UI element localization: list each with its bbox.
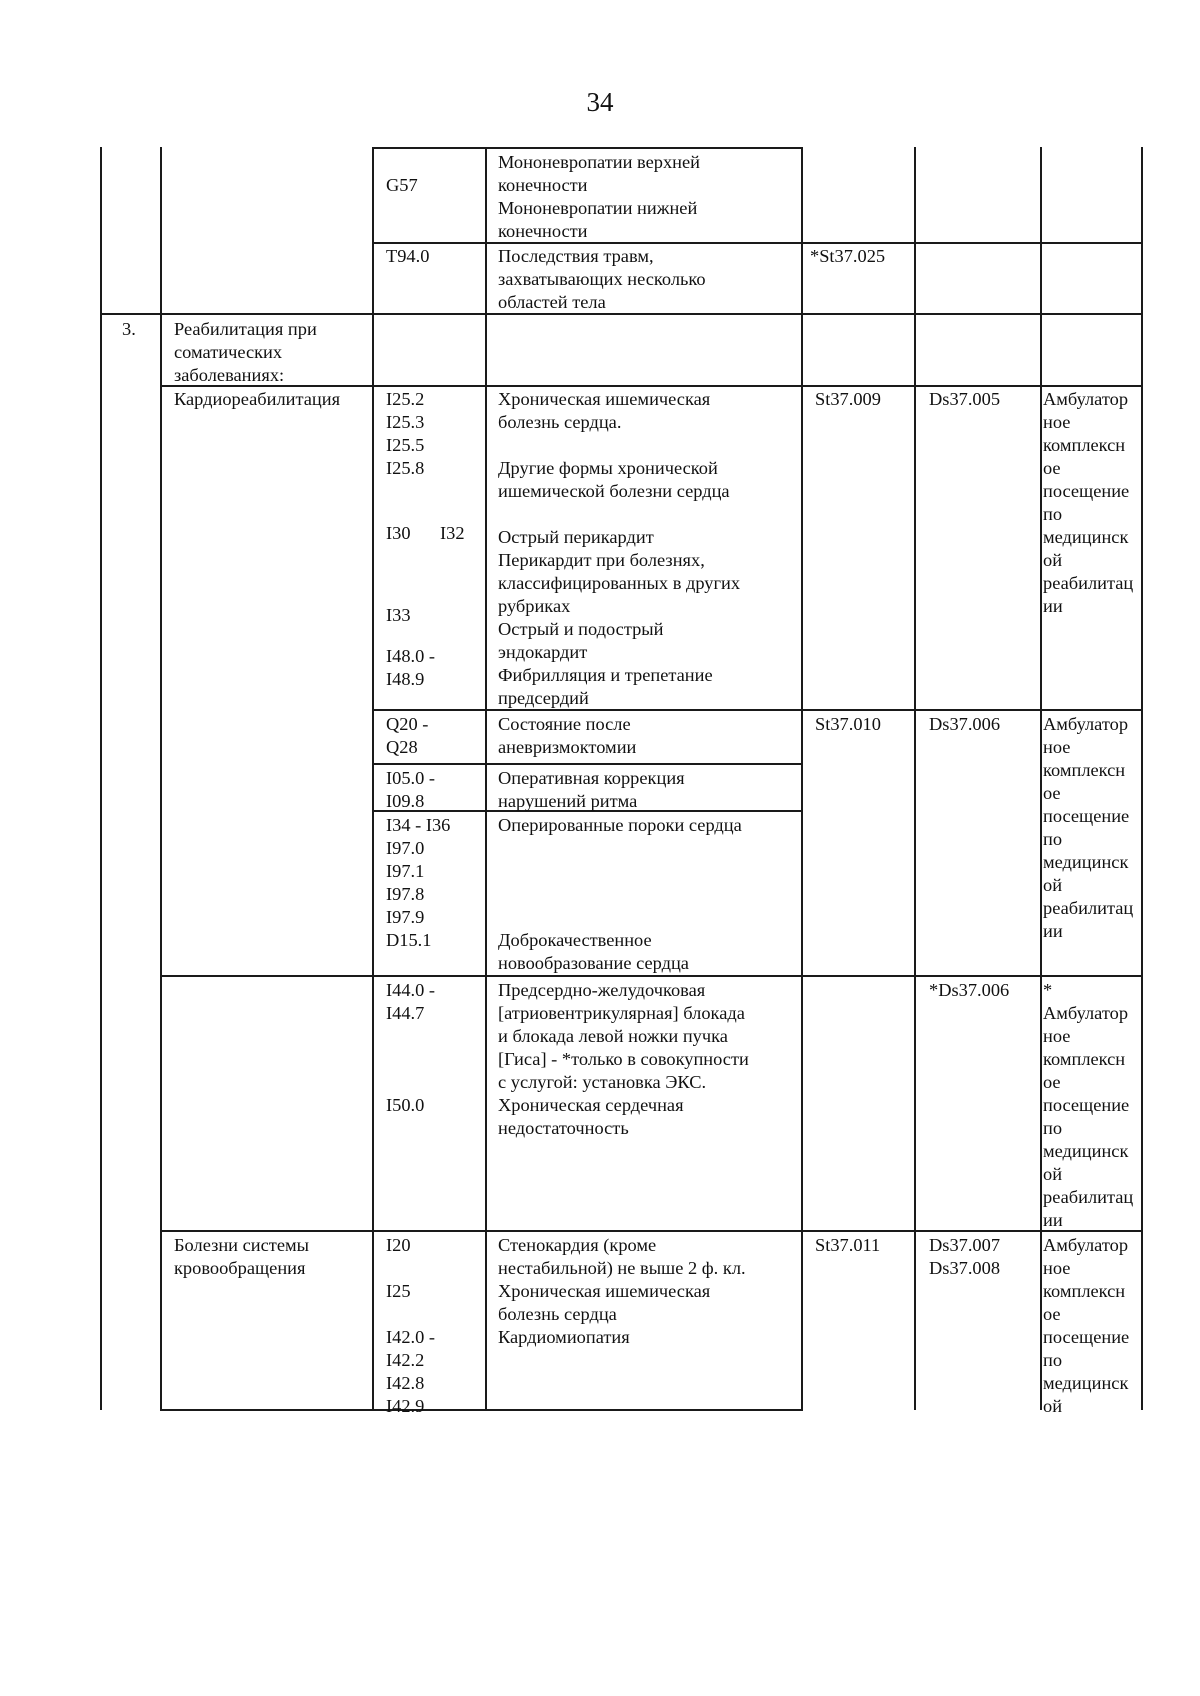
st-code: St37.010	[815, 714, 881, 734]
code-cell: I50.0	[386, 1095, 425, 1115]
grid-line	[372, 242, 1143, 244]
profile-name: Кардиореабилитация	[174, 389, 341, 409]
visit-type-line: реабилитац	[1043, 573, 1134, 593]
code-cell: I25	[386, 1281, 411, 1301]
code-cell: I97.0	[386, 838, 425, 858]
visit-type-line: ой	[1043, 1164, 1063, 1184]
grid-line	[485, 147, 487, 1410]
diagnosis-line: Состояние после	[498, 714, 631, 734]
section-title-line: заболеваниях:	[174, 365, 285, 385]
ds-code: Ds37.007	[929, 1235, 1001, 1255]
grid-line	[160, 1409, 803, 1411]
diagnosis-line: рубриках	[498, 596, 571, 616]
diagnosis-line: ишемической болезни сердца	[498, 481, 730, 501]
visit-type-line: посещение	[1043, 481, 1130, 501]
diagnosis-line: конечности	[498, 175, 588, 195]
code-cell: I32	[440, 523, 465, 543]
grid-line	[372, 763, 803, 765]
diagnosis-line: Хроническая сердечная	[498, 1095, 684, 1115]
code-cell: I25.2	[386, 389, 425, 409]
visit-type-line: ии	[1043, 596, 1063, 616]
code-cell: I97.8	[386, 884, 425, 904]
visit-type-line: ии	[1043, 1210, 1063, 1230]
visit-type-line: ое	[1043, 1072, 1061, 1092]
code-cell: I33	[386, 605, 411, 625]
visit-type-line: медицинск	[1043, 1141, 1129, 1161]
visit-type-line: посещение	[1043, 806, 1130, 826]
section-number: 3.	[122, 319, 136, 339]
grid-line	[160, 147, 162, 1410]
visit-type-line: медицинск	[1043, 852, 1129, 872]
code-cell: I25.3	[386, 412, 425, 432]
code-cell: I25.5	[386, 435, 425, 455]
visit-type-line: медицинск	[1043, 1373, 1129, 1393]
diagnosis-line: [атриовентрикулярная] блокада	[498, 1003, 745, 1023]
grid-line	[372, 709, 1143, 711]
visit-type-line: комплексн	[1043, 760, 1126, 780]
diagnosis-line: Острый и подострый	[498, 619, 664, 639]
code-cell: I25.8	[386, 458, 425, 478]
diagnosis-line: Перикардит при болезнях,	[498, 550, 705, 570]
ds-code: Ds37.005	[929, 389, 1001, 409]
code-cell: I20	[386, 1235, 411, 1255]
grid-line	[801, 147, 803, 1410]
ds-code: Ds37.006	[929, 714, 1001, 734]
ds-code: Ds37.008	[929, 1258, 1001, 1278]
diagnosis-line: Хроническая ишемическая	[498, 1281, 711, 1301]
diagnosis-line: Фибрилляция и трепетание	[498, 665, 713, 685]
diagnosis-line: конечности	[498, 221, 588, 241]
visit-type-line: ой	[1043, 1396, 1063, 1416]
visit-type-line: ое	[1043, 458, 1061, 478]
grid-line	[100, 313, 1143, 315]
visit-type-line: по	[1043, 829, 1063, 849]
grid-line	[100, 147, 102, 1410]
visit-type-line: комплексн	[1043, 435, 1126, 455]
diagnosis-line: новообразование сердца	[498, 953, 689, 973]
diagnosis-line: [Гиса] - *только в совокупности	[498, 1049, 749, 1069]
grid-line	[914, 147, 916, 1410]
grid-line	[160, 975, 1143, 977]
code-cell: I42.8	[386, 1373, 425, 1393]
diagnosis-line: областей тела	[498, 292, 606, 312]
visit-type-line: ой	[1043, 875, 1063, 895]
diagnosis-line: и блокада левой ножки пучка	[498, 1026, 728, 1046]
diagnosis-line: захватывающих несколько	[498, 269, 706, 289]
diagnosis-line: Мононевропатии верхней	[498, 152, 701, 172]
diagnosis-line: Доброкачественное	[498, 930, 652, 950]
code-cell: Q28	[386, 737, 418, 757]
code-cell: I42.2	[386, 1350, 425, 1370]
code-cell: I44.0 -	[386, 980, 436, 1000]
code-cell: I09.8	[386, 791, 425, 811]
code-cell: Q20 -	[386, 714, 429, 734]
diagnosis-line: Оперированные пороки сердца	[498, 815, 742, 835]
diagnosis-line: Острый перикардит	[498, 527, 654, 547]
visit-type-line: Амбулатор	[1043, 1235, 1129, 1255]
diagnosis-line: предсердий	[498, 688, 589, 708]
visit-type-line: Амбулатор	[1043, 1003, 1129, 1023]
visit-type-line: комплексн	[1043, 1281, 1126, 1301]
ds-code: *Ds37.006	[929, 980, 1010, 1000]
code-cell: I44.7	[386, 1003, 425, 1023]
diagnosis-line: болезнь сердца	[498, 1304, 617, 1324]
visit-type-line: комплексн	[1043, 1049, 1126, 1069]
st-code: *St37.025	[810, 246, 886, 266]
code-cell: G57	[386, 175, 418, 195]
visit-type-line: по	[1043, 1350, 1063, 1370]
visit-type-line: ое	[1043, 1304, 1061, 1324]
diagnosis-line: Предсердно-желудочковая	[498, 980, 706, 1000]
visit-type-line: ой	[1043, 550, 1063, 570]
st-code: St37.009	[815, 389, 881, 409]
diagnosis-line: нестабильной) не выше 2 ф. кл.	[498, 1258, 746, 1278]
profile-name: Болезни системы	[174, 1235, 309, 1255]
grid-line	[160, 1230, 1143, 1232]
diagnosis-line: Кардиомиопатия	[498, 1327, 630, 1347]
visit-type-line: ное	[1043, 412, 1071, 432]
code-cell: I48.0 -	[386, 646, 436, 666]
code-cell: T94.0	[386, 246, 430, 266]
diagnosis-line: с услугой: установка ЭКС.	[498, 1072, 707, 1092]
profile-name: кровообращения	[174, 1258, 306, 1278]
diagnosis-line: эндокардит	[498, 642, 588, 662]
visit-type-line: ное	[1043, 1258, 1071, 1278]
code-cell: I48.9	[386, 669, 425, 689]
diagnosis-line: нарушений ритма	[498, 791, 638, 811]
diagnosis-line: Стенокардия (кроме	[498, 1235, 657, 1255]
visit-type-line: Амбулатор	[1043, 389, 1129, 409]
visit-type-line: Амбулатор	[1043, 714, 1129, 734]
code-cell: D15.1	[386, 930, 432, 950]
diagnosis-line: аневризмоктомии	[498, 737, 637, 757]
code-cell: I97.1	[386, 861, 425, 881]
visit-type-line: ии	[1043, 921, 1063, 941]
grid-line	[372, 147, 803, 149]
visit-type-line: ное	[1043, 737, 1071, 757]
diagnosis-line: Другие формы хронической	[498, 458, 718, 478]
visit-type-line: по	[1043, 504, 1063, 524]
code-cell: I42.9	[386, 1396, 425, 1416]
st-code: St37.011	[815, 1235, 881, 1255]
diagnosis-line: классифицированных в других	[498, 573, 741, 593]
visit-type-line: по	[1043, 1118, 1063, 1138]
visit-type-line: ное	[1043, 1026, 1071, 1046]
visit-type-line: *	[1043, 980, 1053, 1000]
visit-type-line: ое	[1043, 783, 1061, 803]
code-cell: I34 - I36	[386, 815, 451, 835]
grid-line	[372, 147, 374, 1410]
diagnosis-line: Мононевропатии нижней	[498, 198, 698, 218]
visit-type-line: реабилитац	[1043, 1187, 1134, 1207]
section-title-line: Реабилитация при	[174, 319, 317, 339]
diagnosis-line: недостаточность	[498, 1118, 629, 1138]
diagnosis-line: Последствия травм,	[498, 246, 654, 266]
section-title-line: соматических	[174, 342, 283, 362]
visit-type-line: медицинск	[1043, 527, 1129, 547]
grid-line	[1141, 147, 1143, 1410]
diagnosis-line: Оперативная коррекция	[498, 768, 685, 788]
code-cell: I97.9	[386, 907, 425, 927]
visit-type-line: реабилитац	[1043, 898, 1134, 918]
visit-type-line: посещение	[1043, 1327, 1130, 1347]
grid-line	[160, 385, 1143, 387]
code-cell: I42.0 -	[386, 1327, 436, 1347]
visit-type-line: посещение	[1043, 1095, 1130, 1115]
grid-line	[1040, 147, 1042, 1410]
diagnosis-line: болезнь сердца.	[498, 412, 622, 432]
page-number: 34	[586, 87, 614, 117]
code-cell: I05.0 -	[386, 768, 436, 788]
diagnosis-line: Хроническая ишемическая	[498, 389, 711, 409]
code-cell: I30	[386, 523, 411, 543]
